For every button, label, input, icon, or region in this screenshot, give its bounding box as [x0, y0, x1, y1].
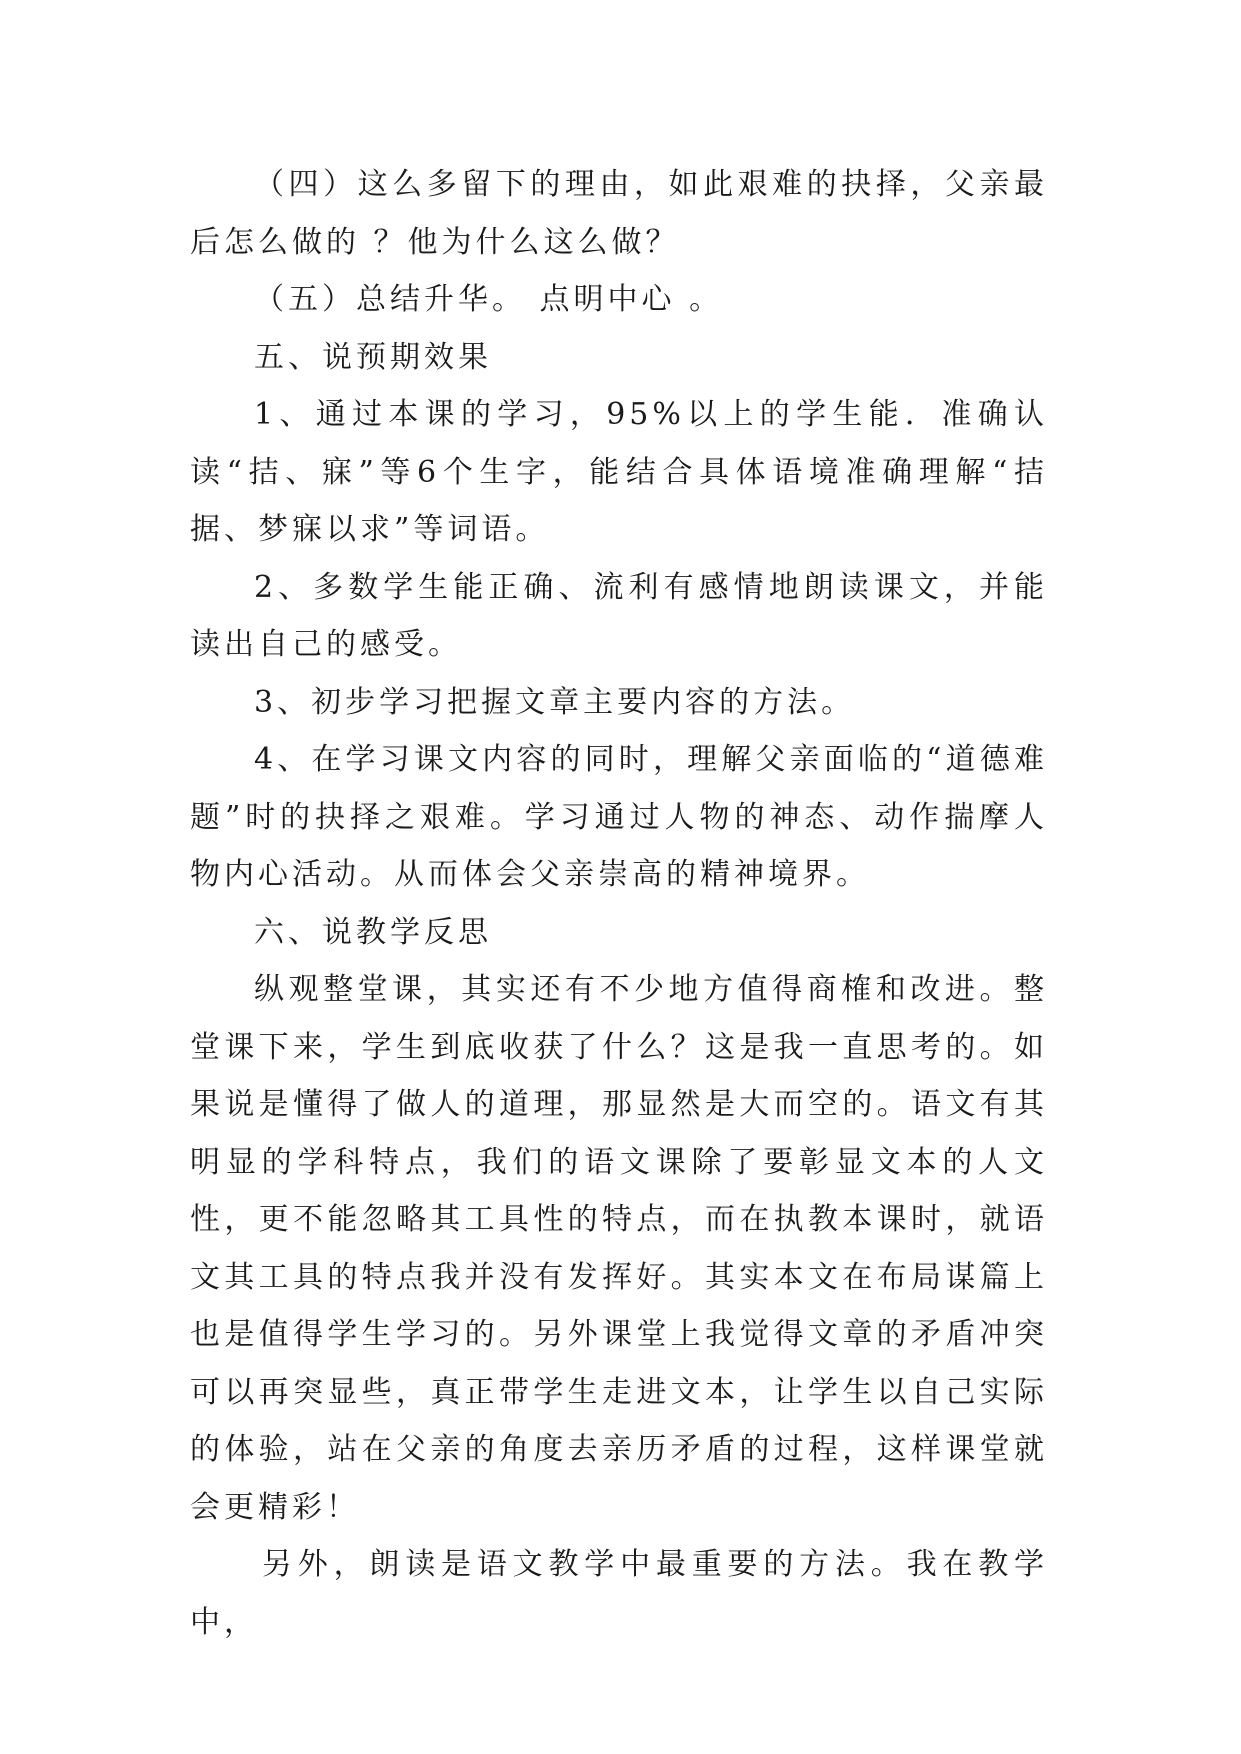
paragraph-step-five: （五）总结升华。 点明中心 。: [254, 282, 724, 317]
document-body: [190, 156, 1048, 1651]
paragraph-effect-1: 1、通过本课的学习，95%以上的学生能．准确认读“拮、寐”等6个生字，能结合具体语境准确理解“拮据、梦寐以求”等词语。: [190, 397, 1048, 547]
paragraph-reading-method: 另外，朗读是语文教学中最重要的方法。我在教学中，: [190, 1547, 1048, 1640]
paragraph-reflection: 纵观整堂课，其实还有不少地方值得商榷和改进。整堂课下来，学生到底收获了什么？这是我一直思考的。如果说是懂得了做人的道理，那显然是大而空的。语文有其明显的学科特点，我们的语文课除了要彰显文本的人文性，更不能忽略其工具性的特点，而在执教本课时，就语文其工具的特点我并没有发挥好。其实本文在布局谋篇上也是值得学生学习的。另外课堂上我觉得文章的矛盾冲突可以再突显些，真正带学生走进文本，让学生以自己实际的体验，站在父亲的角度去亲历矛盾的过程，这样课堂就会更精彩！: [190, 972, 1048, 1525]
section-heading-expected-effect: 五、说预期效果: [254, 339, 492, 375]
paragraph-effect-4: 4、在学习课文内容的同时，理解父亲面临的“道德难题”时的抉择之艰难。学习通过人物的神态、动作揣摩人物内心活动。从而体会父亲崇高的精神境界。: [190, 742, 1048, 892]
paragraph-effect-2: 2、多数学生能正确、流利有感情地朗读课文，并能读出自己的感受。: [190, 569, 1048, 662]
paragraph-step-four: （四）这么多留下的理由，如此艰难的抉择，父亲最后怎么做的 ？他为什么这么做？: [190, 167, 1048, 260]
section-heading-teaching-reflection: 六、说教学反思: [254, 914, 492, 950]
paragraph-effect-3: 3、初步学习把握文章主要内容的方法。: [254, 684, 856, 720]
